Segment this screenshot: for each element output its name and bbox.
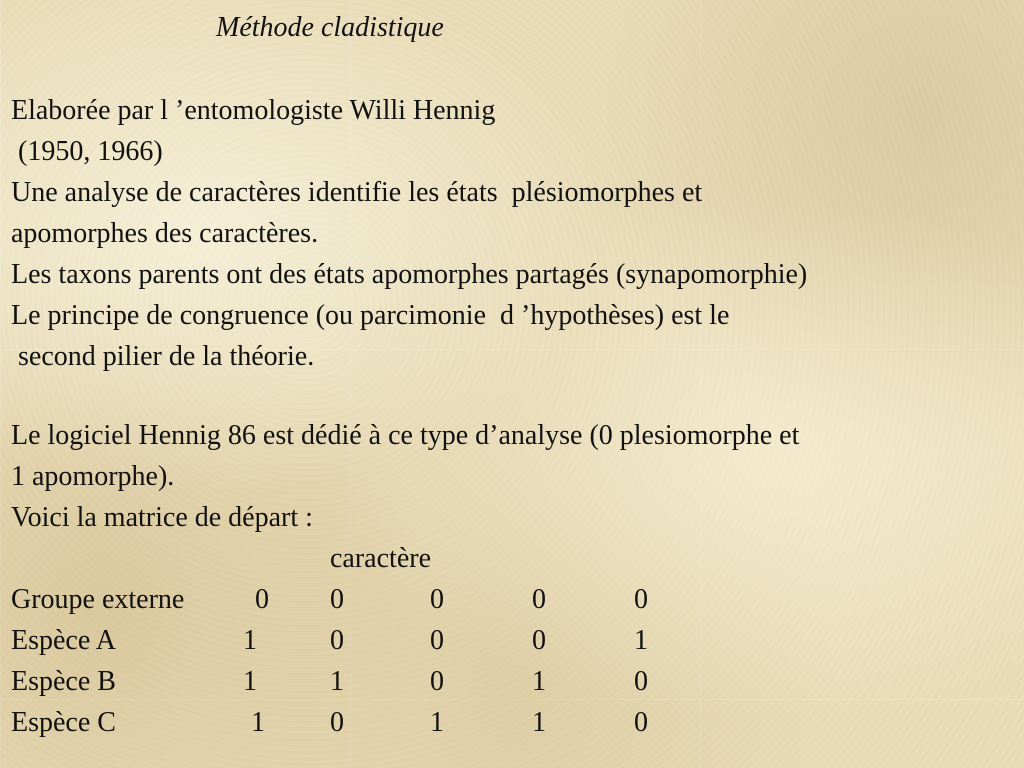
text-line: 1 apomorphe). xyxy=(11,461,175,492)
matrix-row xyxy=(11,661,674,702)
matrix-cell: 1 xyxy=(330,666,344,697)
taxon-label: Espèce B xyxy=(11,666,116,697)
text-line: apomorphes des caractères. xyxy=(11,218,319,249)
matrix-cell: 0 xyxy=(255,584,269,615)
text-line: (1950, 1966) xyxy=(11,136,163,167)
matrix-cell: 0 xyxy=(634,584,648,615)
taxon-label: Groupe externe xyxy=(11,584,185,615)
matrix-cell: 1 xyxy=(532,707,546,738)
taxon-label: Espèce A xyxy=(11,625,116,656)
text-line: Une analyse de caractères identifie les états plésiomorphes et xyxy=(11,177,703,208)
text-line: Les taxons parents ont des états apomorphes partagés (synapomorphie) xyxy=(11,259,808,290)
matrix-header: caractère xyxy=(330,543,431,574)
text-line: second pilier de la théorie. xyxy=(11,341,315,372)
text-line: Le principe de congruence (ou parcimonie d ’hypothèses) est le xyxy=(11,300,730,331)
matrix-header-row xyxy=(11,538,674,579)
matrix-cell: 1 xyxy=(430,707,444,738)
matrix-row xyxy=(11,579,674,620)
matrix-cell: 0 xyxy=(330,584,344,615)
matrix-cell: 0 xyxy=(532,584,546,615)
matrix-cell: 0 xyxy=(430,625,444,656)
matrix-cell: 1 xyxy=(634,625,648,656)
matrix-cell: 0 xyxy=(634,707,648,738)
text-line: Elaborée par l ’entomologiste Willi Hennig xyxy=(11,95,496,126)
text-line: Voici la matrice de départ : xyxy=(11,502,313,533)
matrix-cell: 0 xyxy=(430,584,444,615)
matrix-cell: 1 xyxy=(243,666,257,697)
matrix-cell: 0 xyxy=(532,625,546,656)
matrix-cell: 1 xyxy=(243,625,257,656)
text-line: Le logiciel Hennig 86 est dédié à ce type d’analyse (0 plesiomorphe et xyxy=(11,420,800,451)
intro-paragraph xyxy=(11,90,807,377)
character-matrix xyxy=(11,538,674,743)
matrix-cell: 1 xyxy=(532,666,546,697)
matrix-cell: 0 xyxy=(330,625,344,656)
matrix-cell: 0 xyxy=(330,707,344,738)
matrix-header-spacer xyxy=(243,538,330,579)
matrix-cell: 1 xyxy=(251,707,265,738)
matrix-cell: 0 xyxy=(430,666,444,697)
matrix-row xyxy=(11,702,674,743)
taxon-label: Espèce C xyxy=(11,707,116,738)
slide-title: Méthode cladistique xyxy=(216,12,444,43)
matrix-row xyxy=(11,620,674,661)
matrix-cell: 0 xyxy=(634,666,648,697)
software-paragraph xyxy=(11,415,799,538)
matrix-corner xyxy=(11,538,243,579)
